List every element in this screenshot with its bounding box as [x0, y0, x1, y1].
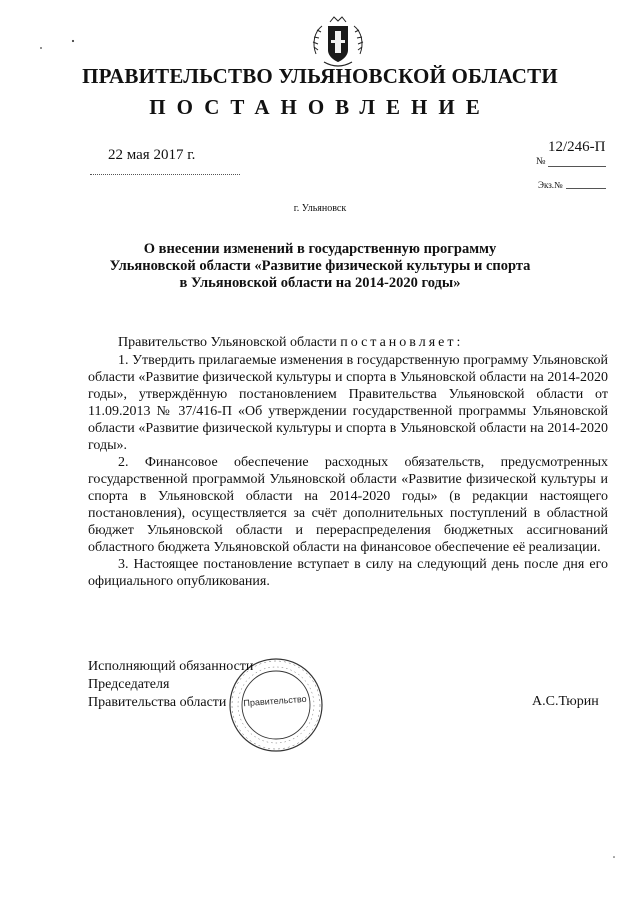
signature-block	[88, 658, 253, 712]
signer-title-line: Правительства области	[88, 695, 227, 710]
date-underline	[90, 174, 240, 175]
stamp-label: Правительство	[243, 693, 307, 709]
document-subject	[95, 241, 545, 292]
intro-text: Правительство Ульяновской области	[118, 335, 337, 350]
paragraph-3: 3. Настоящее постановление вступает в силу на следующий день после дня его официального опубликования.	[88, 557, 608, 589]
document-number: 12/246-П	[548, 139, 606, 155]
paragraph-2: 2. Финансовое обеспечение расходных обязательств, предусмотренных государственной программой Ульяновской области «Развитие физической культуры и спорта в Ульяновской области на 2014-2020 годы» (в редакции настоящего постановления), осуществляется за счёт дополнительных поступлений в областной бюджет Ульяновской области и перераспределения бюджетных ассигнований областного бюджета Ульяновской области на финансовое обеспечение её реализации.	[88, 455, 608, 555]
signer-title-line: Исполняющий обязанности	[88, 659, 254, 674]
paragraph-1: 1. Утвердить прилагаемые изменения в государственную программу Ульяновской области «Развитие физической культуры и спорта в Ульяновской области на 2014-2020 годы», утверждённую постановлением Правительства Ульяновской области от 11.09.2013 № 37/416-П «Об утверждении государственной программы Ульяновской области «Развитие физической культуры и спорта в Ульяновской области на 2014-2020 годы».	[88, 353, 608, 453]
resolve-word: постановляет:	[340, 335, 464, 350]
city-name: г. Ульяновск	[293, 203, 347, 214]
signer-title-line: Председателя	[88, 677, 170, 692]
document-date: 22 мая 2017 г.	[108, 147, 196, 163]
intro-paragraph	[88, 334, 608, 351]
number-underline	[548, 166, 606, 167]
document-type-title: ПОСТАНОВЛЕНИЕ	[149, 95, 491, 119]
copy-number-underline	[566, 188, 606, 189]
subject-line: О внесении изменений в государственную программу	[143, 241, 497, 257]
subject-line: в Ульяновской области на 2014-2020 годы»	[179, 275, 461, 291]
copy-number-label: Экз.№	[538, 180, 563, 190]
subject-line: Ульяновской области «Развитие физической культуры и спорта	[109, 258, 531, 274]
document-body	[88, 334, 608, 590]
government-title: ПРАВИТЕЛЬСТВО УЛЬЯНОВСКОЙ ОБЛАСТИ	[82, 64, 558, 88]
signer-name: А.С.Тюрин	[532, 694, 599, 709]
number-label: №	[536, 156, 546, 167]
